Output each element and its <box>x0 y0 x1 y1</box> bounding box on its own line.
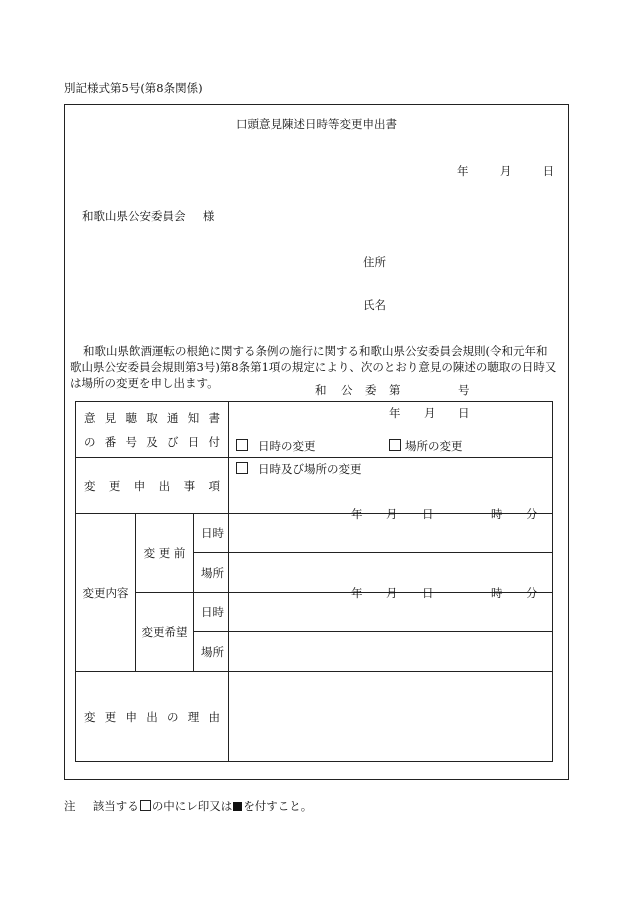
date-day: 日 <box>542 164 555 178</box>
unit-day: 日 <box>422 507 434 521</box>
notice-go: 号 <box>458 383 470 397</box>
before-label-cell <box>136 514 194 593</box>
unit-year: 年 <box>351 507 363 521</box>
label-char: 聴 <box>125 410 137 425</box>
request-label-cell <box>76 458 229 514</box>
label-char: 事 <box>183 478 196 493</box>
empty-square-icon <box>140 800 151 811</box>
place-label: 場所 <box>201 644 224 659</box>
label-char: 更 <box>104 709 117 724</box>
label-char: 変 <box>84 478 96 493</box>
label-char: 付 <box>208 434 220 449</box>
label-char: 項 <box>208 478 220 493</box>
form-number-label: 別記様式第5号(第8条関係) <box>64 81 203 95</box>
date-line <box>457 163 554 179</box>
checkbox-datetime[interactable] <box>236 439 248 451</box>
label-char: 更 <box>108 478 121 493</box>
label-char: 及 <box>146 434 158 449</box>
datetime-label: 日時 <box>201 526 224 540</box>
content-label: 変更内容 <box>82 585 129 600</box>
checkbox-place[interactable] <box>389 439 401 451</box>
unit-hour: 時 <box>491 586 503 600</box>
label-char: 前 <box>173 546 186 560</box>
label-char: 書 <box>208 410 220 425</box>
before-place-label <box>194 553 229 593</box>
body-line-1: 和歌山県飲酒運転の根絶に関する条例の施行に関する和歌山県公安委員会規則(令和元年和 <box>83 344 548 358</box>
label-char: 番 <box>104 434 117 449</box>
desired-label-cell <box>136 593 194 672</box>
notice-i: 委 <box>365 383 377 397</box>
date-month: 月 <box>499 164 512 178</box>
note-text-3: を付すこと。 <box>243 799 313 813</box>
label-char: 出 <box>146 709 158 724</box>
label-char: 申 <box>133 478 146 493</box>
place-label: 場所 <box>201 565 224 580</box>
label-char: の <box>84 434 96 449</box>
name-label: 氏名 <box>363 298 386 312</box>
desired-datetime-field[interactable] <box>229 586 553 632</box>
label-char: 号 <box>125 434 137 449</box>
option-place-label: 場所の変更 <box>405 439 463 453</box>
label-char: 申 <box>125 709 137 724</box>
checkbox-both[interactable] <box>236 462 248 474</box>
unit-year: 年 <box>351 586 363 600</box>
recipient-suffix: 様 <box>202 209 215 223</box>
unit-month: 月 <box>386 586 398 600</box>
recipient-name: 和歌山県公安委員会 <box>82 209 186 223</box>
unit-day: 日 <box>422 586 434 600</box>
unit-hour: 時 <box>491 507 503 521</box>
unit-month: 月 <box>386 507 398 521</box>
label-char: 見 <box>104 410 117 425</box>
desired-place-label <box>194 632 229 672</box>
recipient <box>82 208 214 224</box>
option-datetime-label: 日時の変更 <box>258 439 316 453</box>
label-char: 取 <box>146 410 158 425</box>
unit-minute: 分 <box>526 507 538 521</box>
datetime-label: 日時 <box>201 605 224 619</box>
notice-month: 月 <box>424 406 436 420</box>
notice-label-cell <box>76 402 229 458</box>
notice-year: 年 <box>389 406 401 420</box>
notice-day: 日 <box>458 406 470 420</box>
notice-wa: 和 <box>315 383 327 397</box>
desired-place-field[interactable] <box>229 632 553 672</box>
option-place[interactable] <box>389 438 463 454</box>
reason-label-cell <box>76 672 229 762</box>
body-line-3: は場所の変更を申し出ます。 <box>70 376 219 390</box>
note-prefix: 注 <box>64 799 76 813</box>
before-datetime-label <box>194 514 229 553</box>
label-char: 変 <box>84 709 96 724</box>
reason-field[interactable] <box>229 672 553 762</box>
label-char: 知 <box>187 410 200 425</box>
body-line-2: 歌山県公安委員会規則第3号)第8条第1項の規定により、次のとおり意見の陳述の聴取の日時又 <box>70 360 557 374</box>
label-char: 日 <box>187 434 200 449</box>
label-char: 意 <box>84 410 96 425</box>
option-both-label: 日時及び場所の変更 <box>258 462 362 476</box>
desired-datetime-label <box>194 593 229 632</box>
form-title: 口頭意見陳述日時等変更申出書 <box>236 117 397 131</box>
notice-dai: 第 <box>389 383 401 397</box>
unit-minute: 分 <box>526 586 538 600</box>
label-char: 出 <box>158 478 171 493</box>
label-char: の <box>167 709 179 724</box>
option-datetime[interactable] <box>236 438 316 454</box>
note-text-2: の中にレ印又は <box>151 799 233 813</box>
footnote <box>64 798 312 814</box>
note-text-1: 該当する <box>92 799 139 813</box>
form-table <box>75 383 553 762</box>
label-char: 理 <box>187 709 200 724</box>
label-char: 更 <box>158 546 171 560</box>
filled-square-icon <box>233 802 242 811</box>
content-label-cell <box>76 514 136 672</box>
label-char: 通 <box>167 410 179 425</box>
desired-label: 変更希望 <box>141 625 188 639</box>
option-both[interactable] <box>236 461 362 477</box>
label-char: び <box>167 434 179 449</box>
date-year: 年 <box>457 164 469 178</box>
before-datetime-field[interactable] <box>229 507 553 553</box>
label-char: 変 <box>143 546 156 560</box>
label-char: 由 <box>208 709 220 724</box>
address-label: 住所 <box>363 255 386 269</box>
notice-ko: 公 <box>341 383 353 397</box>
